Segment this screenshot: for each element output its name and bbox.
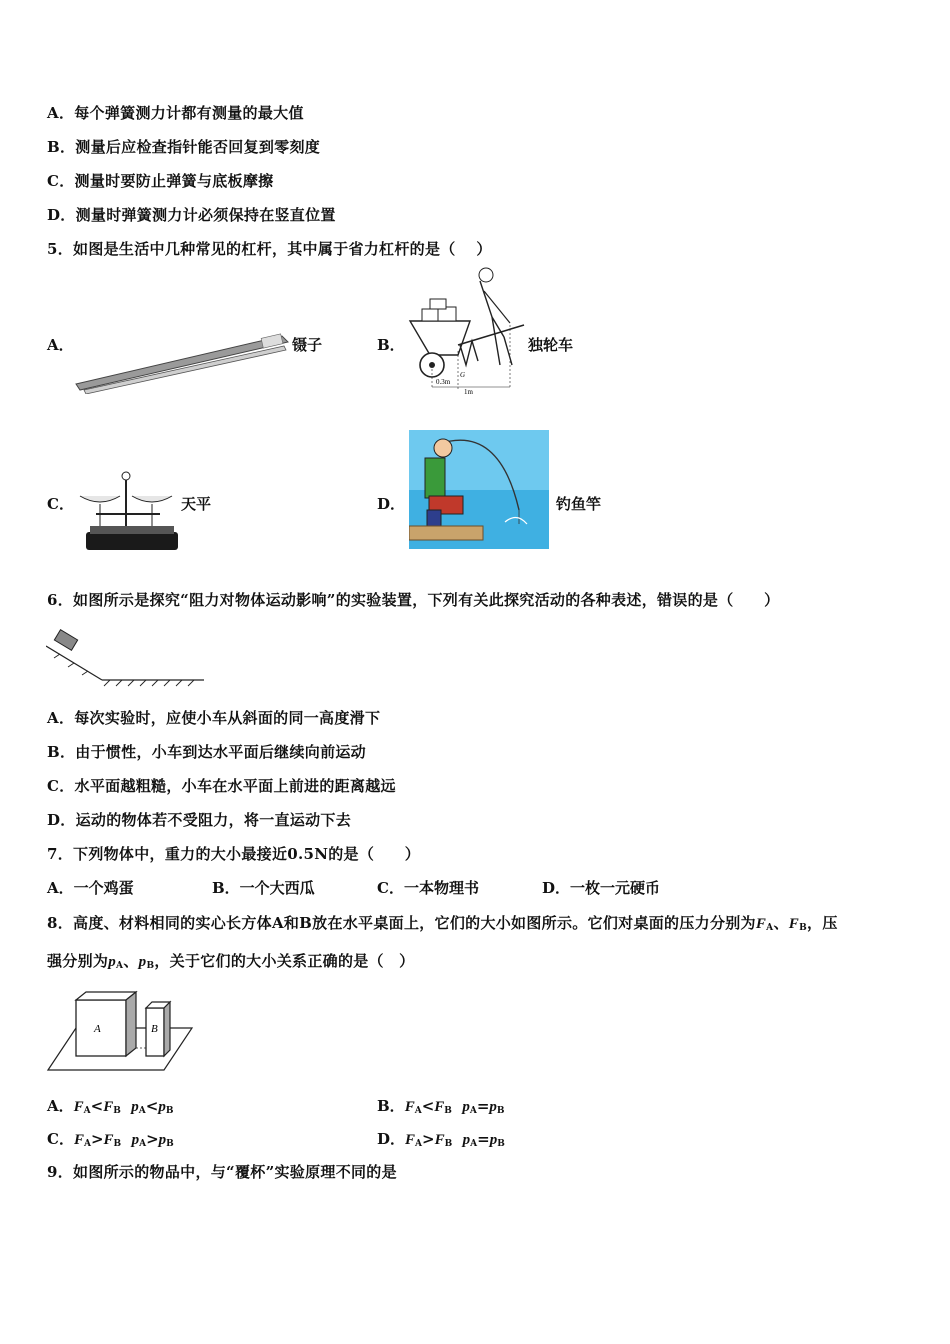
q5-caption-c: 天平 — [181, 495, 212, 513]
q4-option-d: D．测量时弹簧测力计必须保持在竖直位置 — [47, 206, 336, 224]
tweezers-image — [72, 328, 292, 394]
q5-label-a: A． — [47, 336, 74, 354]
q5-label-b: B． — [377, 336, 405, 354]
q4-option-b: B．测量后应检查指针能否回复到零刻度 — [47, 138, 321, 156]
wheelbarrow-image — [400, 265, 530, 395]
fishing-rod-image — [409, 430, 549, 549]
q5-stem: 5．如图是生活中几种常见的杠杆，其中属于省力杠杆的是（ ） — [47, 240, 492, 258]
q6-option-a: A．每次实验时，应使小车从斜面的同一高度滑下 — [47, 709, 381, 727]
wheelbarrow-g: G — [460, 371, 466, 379]
q7-option-a: A．一个鸡蛋 — [47, 879, 134, 897]
q4-option-c: C．测量时要防止弹簧与底板摩擦 — [47, 172, 274, 190]
q5-label-c: C． — [47, 495, 74, 513]
q9-stem: 9．如图所示的物品中，与“覆杯”实验原理不同的是 — [47, 1163, 397, 1181]
q6-option-d: D．运动的物体若不受阻力，将一直运动下去 — [47, 811, 352, 829]
q5-caption-a: 镊子 — [292, 336, 323, 354]
q5-label-d: D． — [377, 495, 406, 513]
wheelbarrow-d1: 0.3m — [436, 378, 451, 386]
blocks-ab-image — [46, 990, 196, 1072]
block-b-label: B — [151, 1023, 158, 1035]
q8-option-a: A．$F_A<F_B$ $p_A<p_B$ — [47, 1097, 174, 1116]
q6-option-b: B．由于惯性，小车到达水平面后继续向前运动 — [47, 743, 366, 761]
incline-cart-image — [46, 628, 206, 688]
q8-stem-line2: 强分别为$p_A$、$p_B$，关于它们的大小关系正确的是（ ） — [47, 952, 415, 971]
q5-caption-d: 钓鱼竿 — [556, 495, 602, 513]
q8-option-b: B．$F_A<F_B$ $p_A=p_B$ — [377, 1097, 505, 1116]
q8-option-d: D．$F_A>F_B$ $p_A=p_B$ — [377, 1130, 505, 1149]
q7-option-c: C．一本物理书 — [377, 879, 479, 897]
wheelbarrow-d2: 1m — [464, 388, 473, 395]
q6-option-c: C．水平面越粗糙，小车在水平面上前进的距离越远 — [47, 777, 396, 795]
q4-option-a: A．每个弹簧测力计都有测量的最大值 — [47, 104, 304, 122]
q8-option-c: C．$F_A>F_B$ $p_A>p_B$ — [47, 1130, 174, 1149]
q7-stem: 7．下列物体中，重力的大小最接近0.5N的是（ ） — [47, 845, 421, 863]
q8-stem-line1: 8．高度、材料相同的实心长方体A和B放在水平桌面上，它们的大小如图所示。它们对桌面的压力分别为$F_A$、$F_B$，压 — [47, 914, 838, 933]
block-a-label: A — [94, 1023, 101, 1035]
q7-option-d: D．一枚一元硬币 — [542, 879, 661, 897]
q5-caption-b: 独轮车 — [528, 336, 574, 354]
q6-stem: 6．如图所示是探究“阻力对物体运动影响”的实验装置，下列有关此探究活动的各种表述，错误的是（ ） — [47, 591, 780, 609]
q7-option-b: B．一个大西瓜 — [212, 879, 315, 897]
balance-scale-image — [76, 470, 182, 554]
